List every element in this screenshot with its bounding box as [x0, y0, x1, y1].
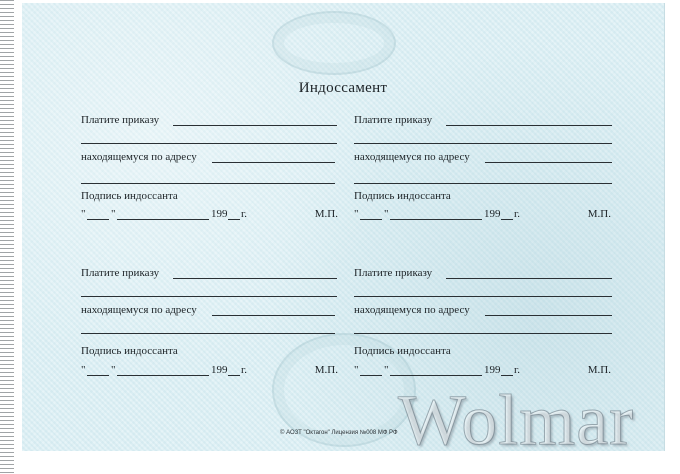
month-field[interactable]	[117, 219, 209, 220]
pay-to-order-line-2[interactable]	[81, 143, 337, 144]
pay-to-order-label: Платите приказу	[354, 114, 433, 126]
perforated-edge	[0, 0, 14, 474]
date-line	[81, 364, 339, 376]
pay-to-order-line-2[interactable]	[81, 296, 337, 297]
year-prefix: 199	[484, 364, 501, 376]
date-close-quote: "	[111, 208, 116, 220]
seal-place-label: М.П.	[314, 364, 338, 376]
seal-place-label: М.П.	[587, 208, 611, 220]
pay-to-order-line[interactable]	[446, 125, 612, 126]
date-open-quote: "	[354, 208, 359, 220]
date-open-quote: "	[354, 364, 359, 376]
endorser-signature-label: Подпись индоссанта	[354, 190, 451, 202]
address-line[interactable]	[485, 162, 612, 163]
year-prefix: 199	[211, 364, 228, 376]
day-field[interactable]	[87, 375, 109, 376]
date-close-quote: "	[384, 208, 389, 220]
address-line-2[interactable]	[354, 183, 612, 184]
license-footer: © АОЗТ "Октагон" Лицензия №008 МФ РФ	[280, 430, 398, 436]
month-field[interactable]	[390, 375, 482, 376]
page-title: Индоссамент	[298, 80, 388, 96]
address-line[interactable]	[485, 315, 612, 316]
year-suffix: г.	[514, 208, 521, 220]
date-close-quote: "	[111, 364, 116, 376]
paper-margin	[14, 0, 22, 474]
background-seal	[272, 11, 396, 75]
pay-to-order-line[interactable]	[446, 278, 612, 279]
address-line-2[interactable]	[81, 183, 335, 184]
year-field[interactable]	[228, 219, 240, 220]
day-field[interactable]	[360, 219, 382, 220]
day-field[interactable]	[360, 375, 382, 376]
address-line[interactable]	[212, 162, 335, 163]
year-prefix: 199	[211, 208, 228, 220]
endorser-signature-label: Подпись индоссанта	[81, 345, 178, 357]
year-field[interactable]	[228, 375, 240, 376]
pay-to-order-label: Платите приказу	[81, 267, 160, 279]
date-line	[354, 364, 612, 376]
address-line-2[interactable]	[81, 333, 335, 334]
year-field[interactable]	[501, 219, 513, 220]
address-label: находящемуся по адресу	[354, 304, 470, 316]
day-field[interactable]	[87, 219, 109, 220]
pay-to-order-line[interactable]	[173, 278, 337, 279]
address-label: находящемуся по адресу	[81, 304, 197, 316]
pay-to-order-line-2[interactable]	[354, 143, 612, 144]
date-open-quote: "	[81, 208, 86, 220]
watermark-logo: Wolmar	[398, 380, 635, 460]
year-suffix: г.	[241, 208, 248, 220]
date-line	[81, 208, 339, 220]
address-line[interactable]	[212, 315, 335, 316]
pay-to-order-label: Платите приказу	[354, 267, 433, 279]
seal-place-label: М.П.	[587, 364, 611, 376]
month-field[interactable]	[117, 375, 209, 376]
year-prefix: 199	[484, 208, 501, 220]
pay-to-order-line-2[interactable]	[354, 296, 612, 297]
year-field[interactable]	[501, 375, 513, 376]
pay-to-order-label: Платите приказу	[81, 114, 160, 126]
endorser-signature-label: Подпись индоссанта	[81, 190, 178, 202]
pay-to-order-line[interactable]	[173, 125, 337, 126]
endorser-signature-label: Подпись индоссанта	[354, 345, 451, 357]
seal-place-label: М.П.	[314, 208, 338, 220]
year-suffix: г.	[514, 364, 521, 376]
date-open-quote: "	[81, 364, 86, 376]
address-line-2[interactable]	[354, 333, 612, 334]
address-label: находящемуся по адресу	[81, 151, 197, 163]
year-suffix: г.	[241, 364, 248, 376]
address-label: находящемуся по адресу	[354, 151, 470, 163]
date-close-quote: "	[384, 364, 389, 376]
date-line	[354, 208, 612, 220]
month-field[interactable]	[390, 219, 482, 220]
